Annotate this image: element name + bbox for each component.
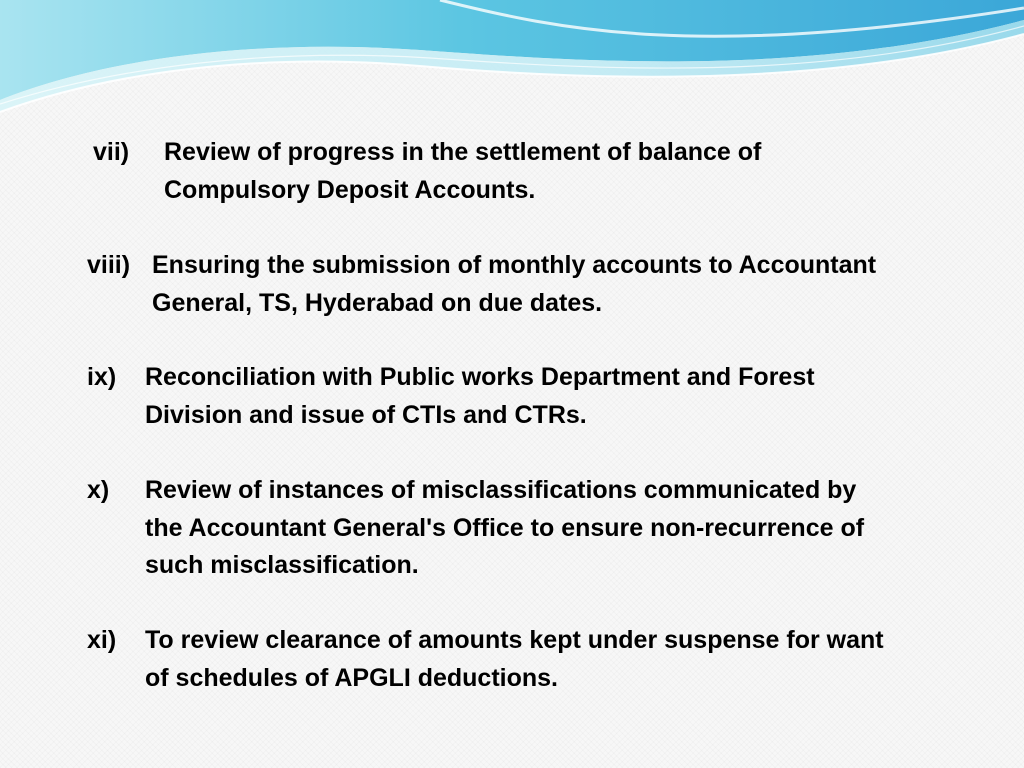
item-number: vii) [93, 138, 130, 166]
item-number: viii) [87, 251, 131, 279]
item-number: x) [87, 476, 110, 504]
item-number: xi) [87, 626, 117, 654]
item-text: Review of instances of misclassifications communicated by the Accountant General's Office to ensure non-recurrence of such misclassification. [145, 476, 865, 579]
item-text: To review clearance of amounts kept under suspense for want of schedules of APGLI deductions. [145, 626, 884, 692]
item-number: ix) [87, 363, 117, 391]
item-text: Reconciliation with Public works Department and Forest Division and issue of CTIs and CTRs. [145, 363, 815, 429]
item-text: Ensuring the submission of monthly accounts to Accountant General, TS, Hyderabad on due dates. [152, 251, 877, 317]
item-text: Review of progress in the settlement of balance of Compulsory Deposit Accounts. [164, 138, 762, 204]
header-wave-decoration [0, 0, 1024, 120]
